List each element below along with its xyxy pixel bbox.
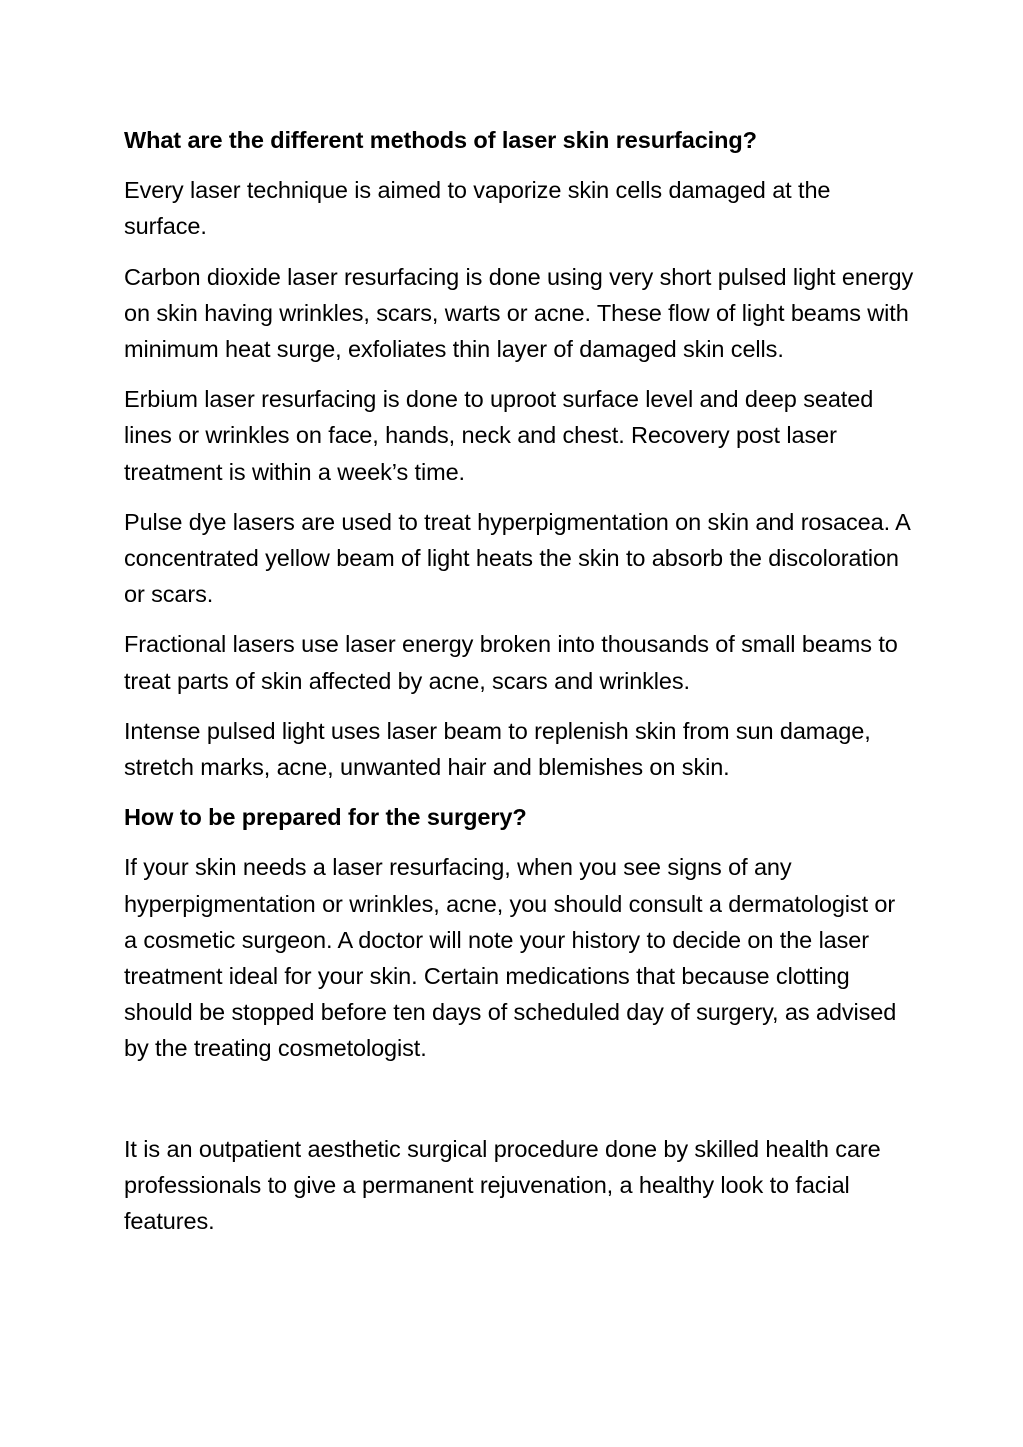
- paragraph-carbon-dioxide: Carbon dioxide laser resurfacing is done using very short pulsed light energy on skin having wrinkles, scars, warts or acne. These flow of light beams with minimum heat surge, exfoliates thin layer of damaged skin cells.: [124, 263, 914, 363]
- paragraph-outpatient: It is an outpatient aesthetic surgical procedure done by skilled health care professionals to give a permanent rejuvenation, a healthy look to facial features.: [124, 1135, 881, 1235]
- heading-preparation: How to be prepared for the surgery?: [124, 804, 527, 831]
- paragraph-erbium: Erbium laser resurfacing is done to uproot surface level and deep seated lines or wrinkles on face, hands, neck and chest. Recovery post laser treatment is within a week’s time.: [124, 386, 874, 485]
- blank-line: [124, 1081, 914, 1131]
- paragraph-fractional: Fractional lasers use laser energy broken into thousands of small beams to treat parts of skin affected by acne, scars and wrinkles.: [124, 631, 898, 694]
- paragraph-preparation: If your skin needs a laser resurfacing, when you see signs of any hyperpigmentation or wrinkles, acne, you should consult a dermatologist or a cosmetic surgeon. A doctor will note your history to decide on the laser treatment ideal for your skin. Certain medications that because clotting should be stopped before ten days of scheduled day of surgery, as advised by the treating cosmetologist.: [124, 854, 897, 1062]
- paragraph-intense-pulsed-light: Intense pulsed light uses laser beam to replenish skin from sun damage, stretch marks, acne, unwanted hair and blemishes on skin.: [124, 717, 871, 781]
- heading-laser-methods: What are the different methods of laser skin resurfacing?: [124, 127, 757, 153]
- paragraph-pulse-dye: Pulse dye lasers are used to treat hyperpigmentation on skin and rosacea. A concentrated yellow beam of light heats the skin to absorb the discoloration or scars.: [124, 508, 910, 608]
- paragraph-intro: Every laser technique is aimed to vaporize skin cells damaged at the surface.: [124, 177, 831, 240]
- document-page: [124, 122, 914, 1253]
